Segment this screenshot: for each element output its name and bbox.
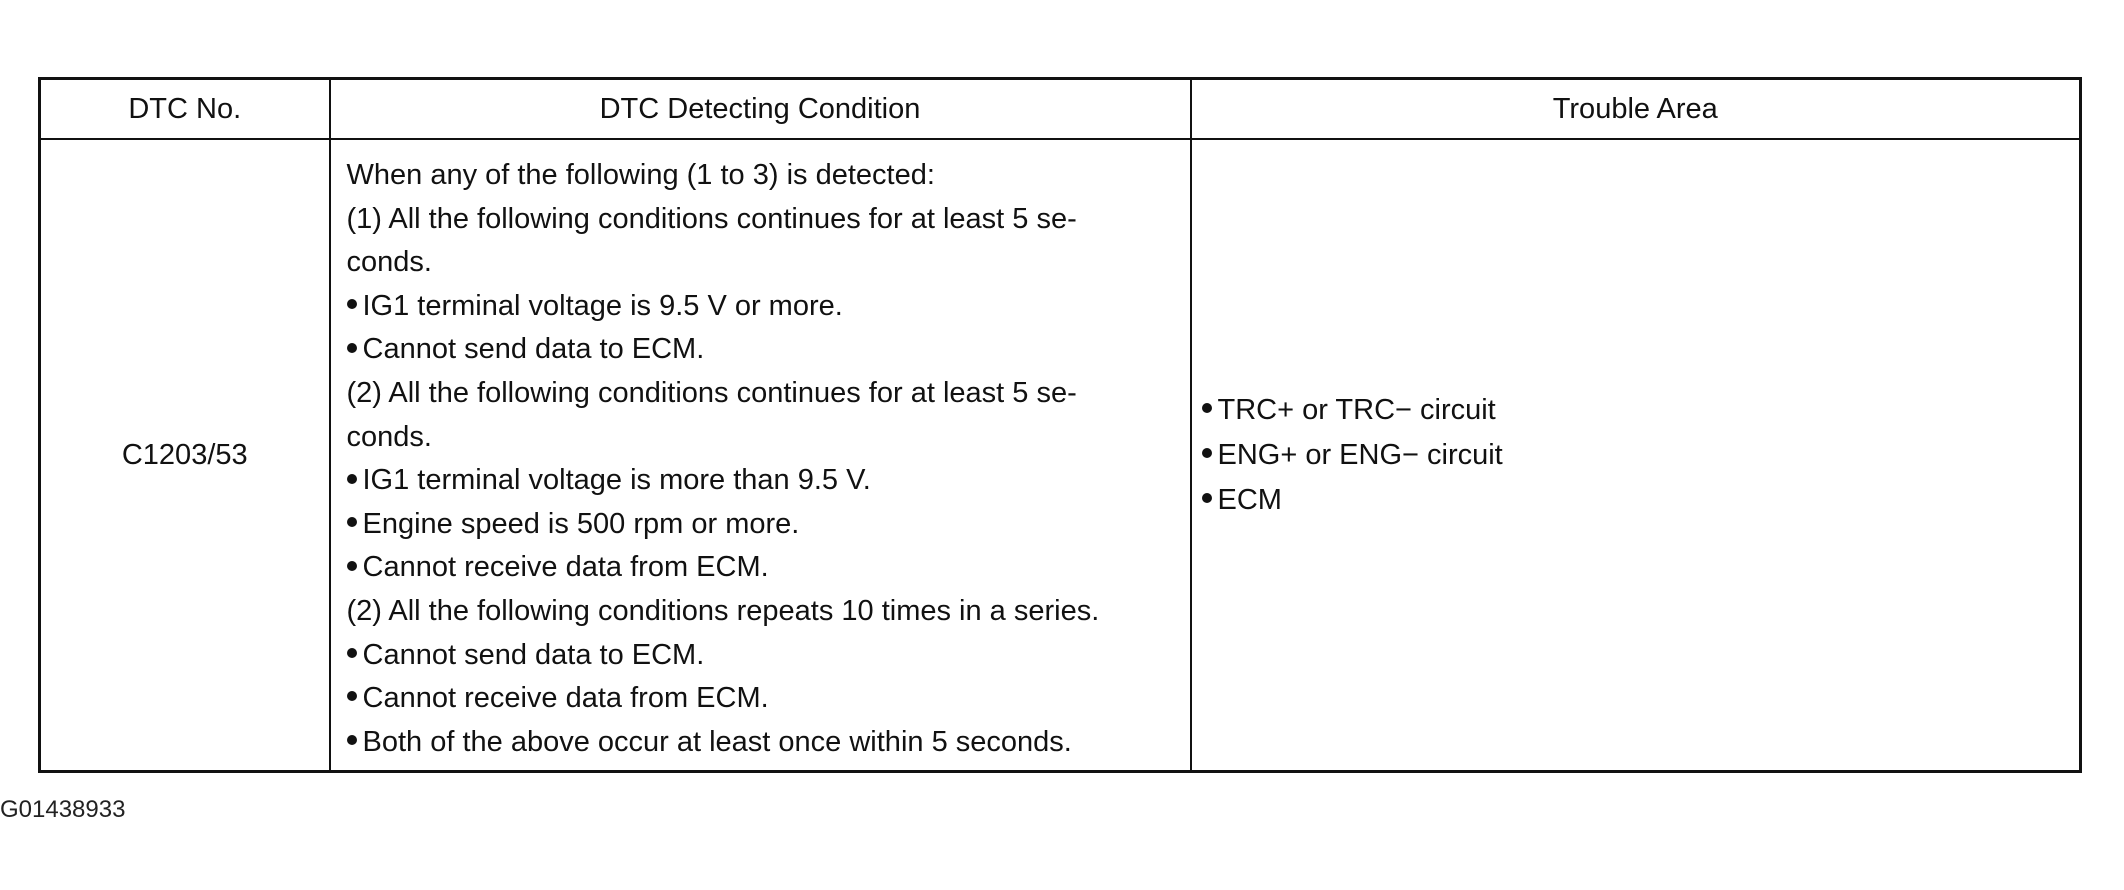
- condition-bullet-item: [347, 285, 1174, 329]
- condition-text: conds.: [346, 420, 432, 453]
- condition-bullet-item: [347, 546, 1174, 590]
- condition-bullet-item: [347, 634, 1174, 678]
- condition-text-line: [347, 416, 1174, 460]
- trouble-area-item: [1202, 388, 2070, 433]
- trouble-area-cell: [1191, 139, 2081, 772]
- trouble-area-item: [1202, 478, 2070, 523]
- trouble-area-item: [1202, 433, 2070, 478]
- condition-list: [347, 154, 1174, 764]
- condition-text: Cannot receive data from ECM.: [362, 682, 769, 715]
- condition-text: Engine speed is 500 rpm or more.: [362, 507, 800, 540]
- condition-text: Cannot send data to ECM.: [362, 638, 705, 671]
- condition-text: Cannot send data to ECM.: [362, 333, 705, 366]
- bullet-icon: [347, 517, 357, 527]
- trouble-area-text: ECM: [1217, 483, 1282, 516]
- trouble-area-list: [1202, 388, 2070, 523]
- bullet-icon: [347, 735, 357, 745]
- condition-text: (1) All the following conditions continues for at least 5 se-: [346, 202, 1077, 235]
- condition-text: (2) All the following conditions repeats 10 times in a series.: [346, 594, 1100, 627]
- header-dtc-no: DTC No.: [40, 79, 330, 140]
- figure-id: G01438933: [0, 796, 126, 823]
- bullet-icon: [347, 648, 357, 658]
- condition-text-line: [347, 241, 1174, 285]
- bullet-icon: [347, 691, 357, 701]
- header-detecting-condition: DTC Detecting Condition: [330, 79, 1191, 140]
- trouble-area-text: TRC+ or TRC− circuit: [1217, 393, 1496, 426]
- condition-bullet-item: [347, 328, 1174, 372]
- bullet-icon: [347, 561, 357, 571]
- dtc-number-cell: C1203/53: [40, 139, 330, 772]
- condition-bullet-item: [347, 677, 1174, 721]
- condition-text: IG1 terminal voltage is 9.5 V or more.: [362, 289, 843, 322]
- condition-text: IG1 terminal voltage is more than 9.5 V.: [362, 464, 871, 497]
- table-header-row: [40, 79, 2081, 140]
- bullet-icon: [347, 343, 357, 353]
- condition-text-line: [347, 198, 1174, 242]
- condition-bullet-item: [347, 721, 1174, 765]
- condition-bullet-item: [347, 503, 1174, 547]
- detecting-condition-cell: [330, 139, 1191, 772]
- bullet-icon: [347, 474, 357, 484]
- condition-text: Both of the above occur at least once within 5 seconds.: [362, 725, 1072, 758]
- condition-text: conds.: [346, 246, 432, 279]
- condition-text: (2) All the following conditions continues for at least 5 se-: [346, 376, 1077, 409]
- bullet-icon: [347, 299, 357, 309]
- condition-bullet-item: [347, 459, 1174, 503]
- condition-text: When any of the following (1 to 3) is detected:: [346, 159, 935, 191]
- bullet-icon: [1202, 403, 1212, 413]
- condition-text-line: [347, 372, 1174, 416]
- bullet-icon: [1202, 448, 1212, 458]
- table-row: [40, 139, 2081, 772]
- condition-text-line: [347, 154, 1174, 198]
- condition-text: Cannot receive data from ECM.: [362, 551, 769, 584]
- header-trouble-area: Trouble Area: [1191, 79, 2081, 140]
- condition-text-line: [347, 590, 1174, 634]
- bullet-icon: [1202, 493, 1212, 503]
- dtc-table: [38, 77, 2082, 773]
- trouble-area-text: ENG+ or ENG− circuit: [1217, 438, 1503, 471]
